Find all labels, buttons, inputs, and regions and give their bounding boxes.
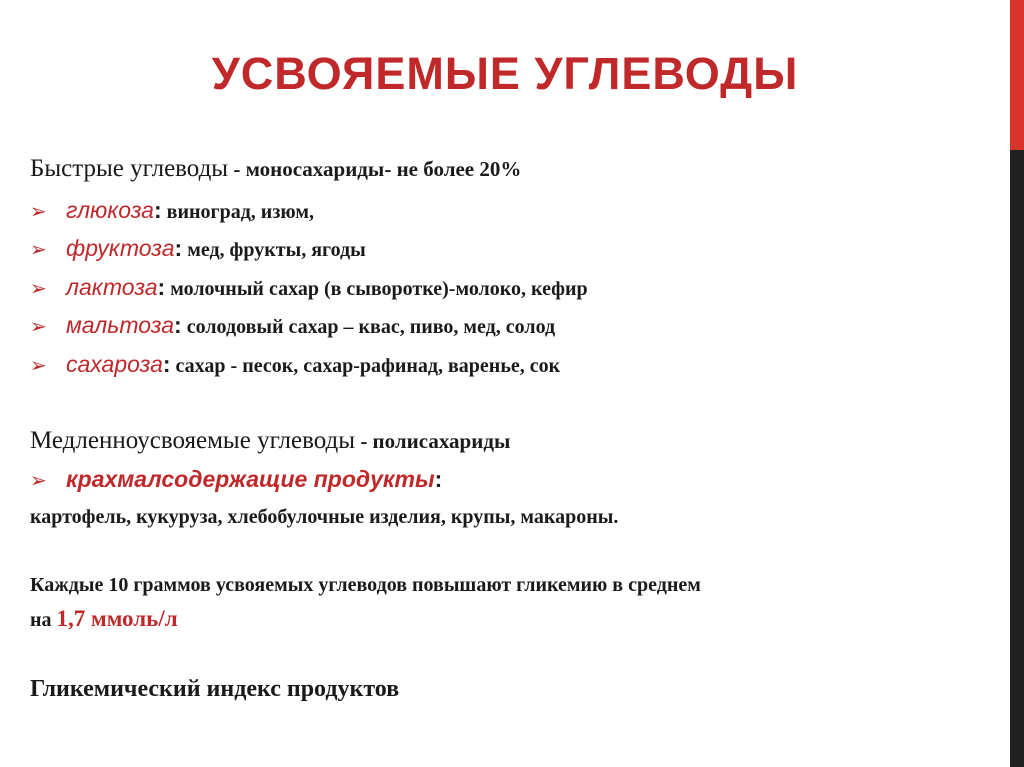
list-item-glucose: ➢ глюкоза: виноград, изюм, (30, 197, 315, 223)
desc-glucose: виноград, изюм, (161, 201, 315, 223)
starch-products: картофель, кукуруза, хлебобулочные изделия, крупы, макароны. (30, 506, 619, 528)
bullet-arrow-icon: ➢ (30, 276, 47, 300)
desc-sucrose: сахар - песок, сахар-рафинад, варенье, сок (170, 355, 561, 377)
bullet-arrow-icon: ➢ (30, 314, 47, 338)
list-item-starch: ➢ крахмалсодержащие продукты: (30, 466, 443, 492)
term-glucose: глюкоза (66, 197, 154, 223)
term-starch: крахмалсодержащие продукты (66, 466, 435, 492)
accent-bar-top (1010, 0, 1024, 150)
slow-carbs-heading (30, 427, 510, 455)
list-item-lactose: ➢ лактоза: молочный сахар (в сыворотке)-молоко, кефир (30, 274, 588, 300)
accent-bar-bottom (1010, 150, 1024, 767)
bullet-arrow-icon: ➢ (30, 237, 47, 261)
slow-carbs-detail: - полисахариды (355, 429, 511, 453)
list-item-maltose: ➢ мальтоза: солодовый сахар – квас, пиво, мед, солод (30, 312, 556, 338)
list-item-fructose: ➢ фруктоза: мед, фрукты, ягоды (30, 235, 366, 261)
bullet-arrow-icon: ➢ (30, 468, 47, 492)
desc-lactose: молочный сахар (в сыворотке)-молоко, кефир (165, 278, 588, 300)
glycemic-index-heading: Гликемический индекс продуктов (30, 676, 400, 702)
bullet-arrow-icon: ➢ (30, 199, 47, 223)
desc-maltose: солодовый сахар – квас, пиво, мед, солод (181, 316, 556, 338)
term-maltose: мальтоза (66, 312, 175, 338)
slow-carbs-title: Медленноусвояемые углеводы (30, 427, 356, 454)
glycemia-line-1: Каждые 10 граммов усвояемых углеводов повышают гликемию в среднем (30, 574, 701, 596)
list-item-sucrose: ➢ сахароза: сахар - песок, сахар-рафинад, варенье, сок (30, 351, 561, 377)
fast-carbs-title: Быстрые углеводы (30, 155, 229, 182)
fast-carbs-detail: - моносахариды- не более 20% (228, 157, 522, 181)
term-sucrose: сахароза (66, 351, 163, 377)
fast-carbs-heading (30, 155, 521, 183)
desc-fructose: мед, фрукты, ягоды (182, 239, 366, 261)
term-lactose: лактоза (66, 274, 158, 300)
glycemia-line-2: на 1,7 ммоль/л (30, 606, 178, 631)
glycemia-value: 1,7 ммоль/л (56, 606, 178, 631)
term-fructose: фруктоза (66, 235, 175, 261)
slide-title: УСВОЯЕМЫЕ УГЛЕВОДЫ (211, 48, 799, 99)
bullet-arrow-icon: ➢ (30, 353, 47, 377)
